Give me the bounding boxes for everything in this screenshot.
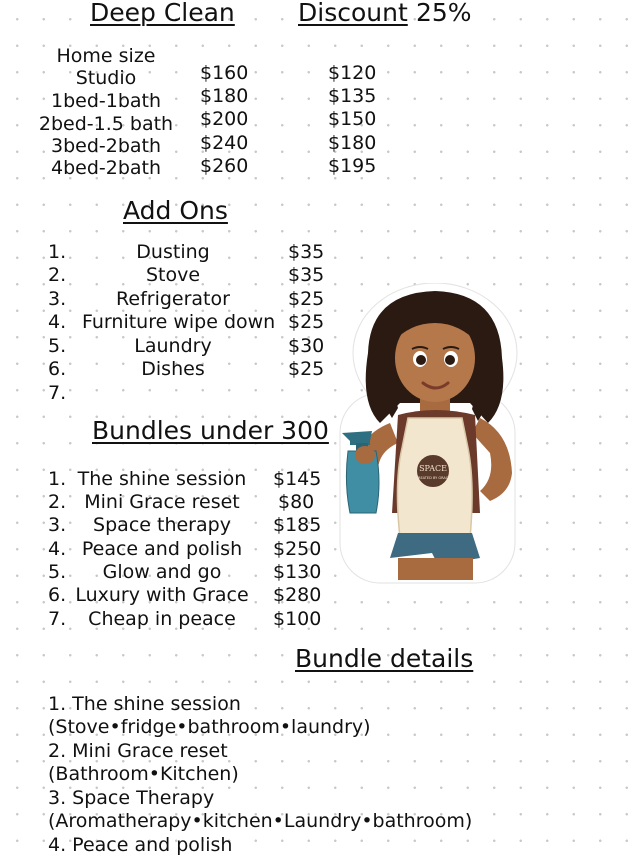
apron-badge-text: SPACE [419, 464, 447, 473]
bundle-number: 4. [48, 538, 67, 560]
add-on-number: 2. [48, 264, 67, 286]
add-on-price: $25 [288, 358, 325, 380]
discount-cell: $120 [328, 62, 377, 84]
cleaning-mascot-illustration [320, 283, 530, 593]
deep-clean-heading: Deep Clean [90, 0, 235, 27]
bundle-price: $145 [273, 468, 322, 490]
add-on-price: $25 [288, 311, 325, 333]
add-ons-heading: Add Ons [123, 196, 228, 225]
add-on-name: Refrigerator [116, 288, 230, 310]
bundle-name: The shine session [77, 468, 247, 490]
home-size-cell: Studio [75, 67, 137, 89]
bundle-price: $100 [273, 608, 322, 630]
detail-line: 4. Peace and polish [48, 834, 233, 856]
home-size-label: Home size [56, 45, 156, 67]
home-size-cell: 4bed-2bath [50, 157, 162, 179]
add-on-price: $35 [288, 264, 325, 286]
apron-badge-subtext: CREATED BY GRACE [415, 476, 451, 480]
bundle-number: 5. [48, 561, 67, 583]
left-hand [355, 446, 375, 464]
price-cell: $200 [200, 108, 249, 130]
bundle-price: $280 [273, 584, 322, 606]
bundle-name: Luxury with Grace [75, 584, 249, 606]
bundle-name: Space therapy [93, 514, 231, 536]
add-on-number: 7. [48, 382, 67, 404]
bundle-name: Peace and polish [81, 538, 243, 560]
add-on-name: Dishes [141, 358, 205, 380]
detail-line: (Bathroom•Kitchen) [48, 763, 239, 785]
discount-cell: $135 [328, 85, 377, 107]
bundle-number: 6. [48, 584, 67, 606]
discount-cell: $150 [328, 108, 377, 130]
add-on-name: Laundry [134, 335, 212, 357]
bundle-number: 7. [48, 608, 67, 630]
home-size-cell: 3bed-2bath [50, 135, 162, 157]
bundle-price: $80 [278, 491, 315, 513]
bundles-heading: Bundles under 300 [92, 416, 329, 445]
bundle-details-heading: Bundle details [295, 644, 474, 673]
bundle-name: Cheap in peace [88, 608, 236, 630]
discount-heading: Discount [298, 0, 408, 27]
discount-cell: $195 [328, 155, 377, 177]
bundle-number: 1. [48, 468, 67, 490]
bundle-number: 3. [48, 514, 67, 536]
bundle-price: $185 [273, 514, 322, 536]
price-cell: $160 [200, 62, 249, 84]
bundle-name: Mini Grace reset [84, 491, 240, 513]
add-on-number: 6. [48, 358, 67, 380]
legs [398, 558, 473, 580]
detail-line: 3. Space Therapy [48, 787, 215, 809]
add-on-number: 5. [48, 335, 67, 357]
detail-line: (Aromatherapy•kitchen•Laundry•bathroom) [48, 810, 473, 832]
discount-value: 25% [416, 0, 472, 27]
add-on-price: $25 [288, 288, 325, 310]
add-on-number: 3. [48, 288, 67, 310]
add-on-price: $30 [288, 335, 325, 357]
price-cell: $180 [200, 85, 249, 107]
bundle-number: 2. [48, 491, 67, 513]
add-on-number: 1. [48, 241, 67, 263]
price-cell: $240 [200, 132, 249, 154]
price-cell: $260 [200, 155, 249, 177]
add-on-price: $35 [288, 241, 325, 263]
bundle-price: $130 [273, 561, 322, 583]
add-on-name: Furniture wipe down [82, 311, 276, 333]
discount-cell: $180 [328, 132, 377, 154]
bundle-price: $250 [273, 538, 322, 560]
detail-line: (Stove•fridge•bathroom•laundry) [48, 716, 371, 738]
detail-line: 2. Mini Grace reset [48, 740, 228, 762]
detail-line: 1. The shine session [48, 693, 241, 715]
home-size-cell: 2bed-1.5 bath [38, 113, 174, 135]
add-on-name: Dusting [136, 241, 210, 263]
add-on-number: 4. [48, 311, 67, 333]
add-on-name: Stove [145, 264, 201, 286]
home-size-cell: 1bed-1bath [50, 90, 162, 112]
bundle-name: Glow and go [102, 561, 222, 583]
